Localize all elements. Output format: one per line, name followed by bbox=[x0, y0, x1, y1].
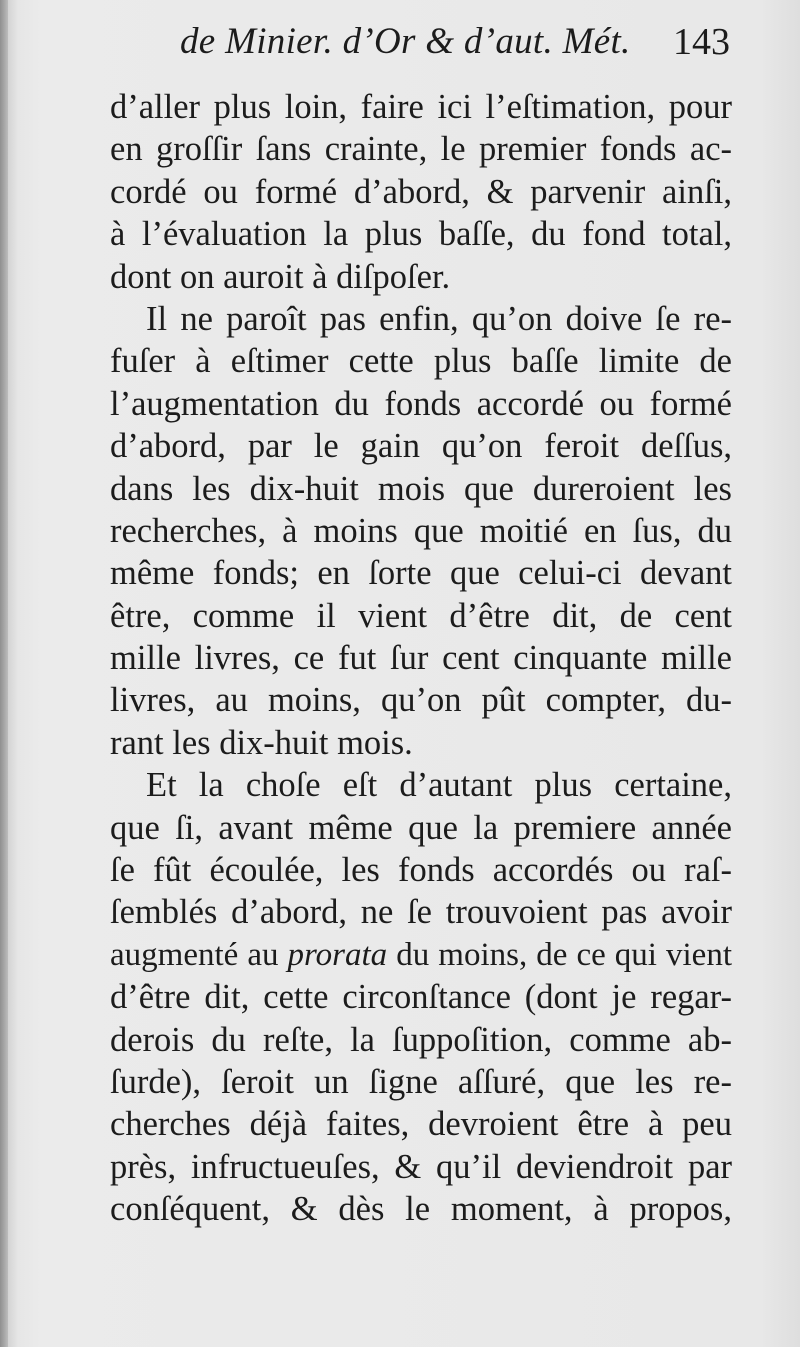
text-line: l’augmentation du fonds accordé ou formé bbox=[110, 384, 732, 423]
text-line: mille livres, ce fut ſur cent cinquante mille bbox=[110, 639, 732, 678]
text-line: conſéquent, & dès le moment, à propos, bbox=[110, 1190, 732, 1229]
text-line: même fonds; en ſorte que celui-ci devant bbox=[110, 554, 732, 593]
text-line: d’abord, par le gain qu’on feroit deſſus, bbox=[110, 427, 732, 466]
text-line bbox=[110, 934, 732, 976]
text-line: cherches déjà faites, devroient être à peu bbox=[110, 1105, 732, 1144]
text-line: à l’évaluation la plus baſſe, du fond total, bbox=[110, 215, 732, 254]
text-line: dans les dix-huit mois que dureroient les bbox=[110, 469, 732, 508]
text-line: d’aller plus loin, faire ici l’eſtimation, pour bbox=[110, 88, 732, 126]
page-number: 143 bbox=[673, 21, 730, 63]
text-line: cordé ou formé d’abord, & parvenir ainſi, bbox=[110, 172, 732, 211]
text-line: en groſſir ſans crainte, le premier fonds ac- bbox=[110, 130, 732, 169]
italic-term: prorata bbox=[287, 936, 388, 973]
text-line: recherches, à moins que moitié en ſus, du bbox=[110, 511, 732, 550]
text-line: rant les dix-huit mois. bbox=[110, 723, 413, 762]
text-line: être, comme il vient d’être dit, de cent bbox=[110, 596, 732, 635]
book-spine-shadow bbox=[0, 0, 8, 1347]
text-line: Et la choſe eſt d’autant plus certaine, bbox=[146, 766, 732, 805]
text-line: ſemblés d’abord, ne ſe trouvoient pas avoir bbox=[110, 893, 732, 932]
text-line: Il ne paroît pas enfin, qu’on doive ſe re- bbox=[146, 299, 732, 338]
text-segment: augmenté au bbox=[110, 936, 288, 973]
text-line: près, infructueuſes, & qu’il deviendroit par bbox=[110, 1147, 732, 1186]
page-header bbox=[180, 20, 740, 72]
text-line: fuſer à eſtimer cette plus baſſe limite de bbox=[110, 342, 732, 381]
text-line: dont on auroit à diſpoſer. bbox=[110, 257, 451, 296]
running-head: de Minier. d’Or & d’aut. Mét. bbox=[180, 21, 631, 62]
text-line: ſe fût écoulée, les fonds accordés ou raſ- bbox=[110, 851, 732, 890]
text-line: livres, au moins, qu’on pût compter, du- bbox=[110, 681, 732, 720]
text-segment: du moins, de ce qui vient bbox=[387, 936, 732, 973]
text-line: d’être dit, cette circonſtance (dont je regar- bbox=[110, 978, 732, 1017]
body-text bbox=[110, 86, 732, 1231]
text-line: que ſi, avant même que la premiere année bbox=[110, 808, 732, 847]
text-line: ſurde), ſeroit un ſigne aſſuré, que les re- bbox=[110, 1062, 732, 1101]
text-line: derois du reſte, la ſuppoſition, comme ab- bbox=[110, 1020, 732, 1059]
